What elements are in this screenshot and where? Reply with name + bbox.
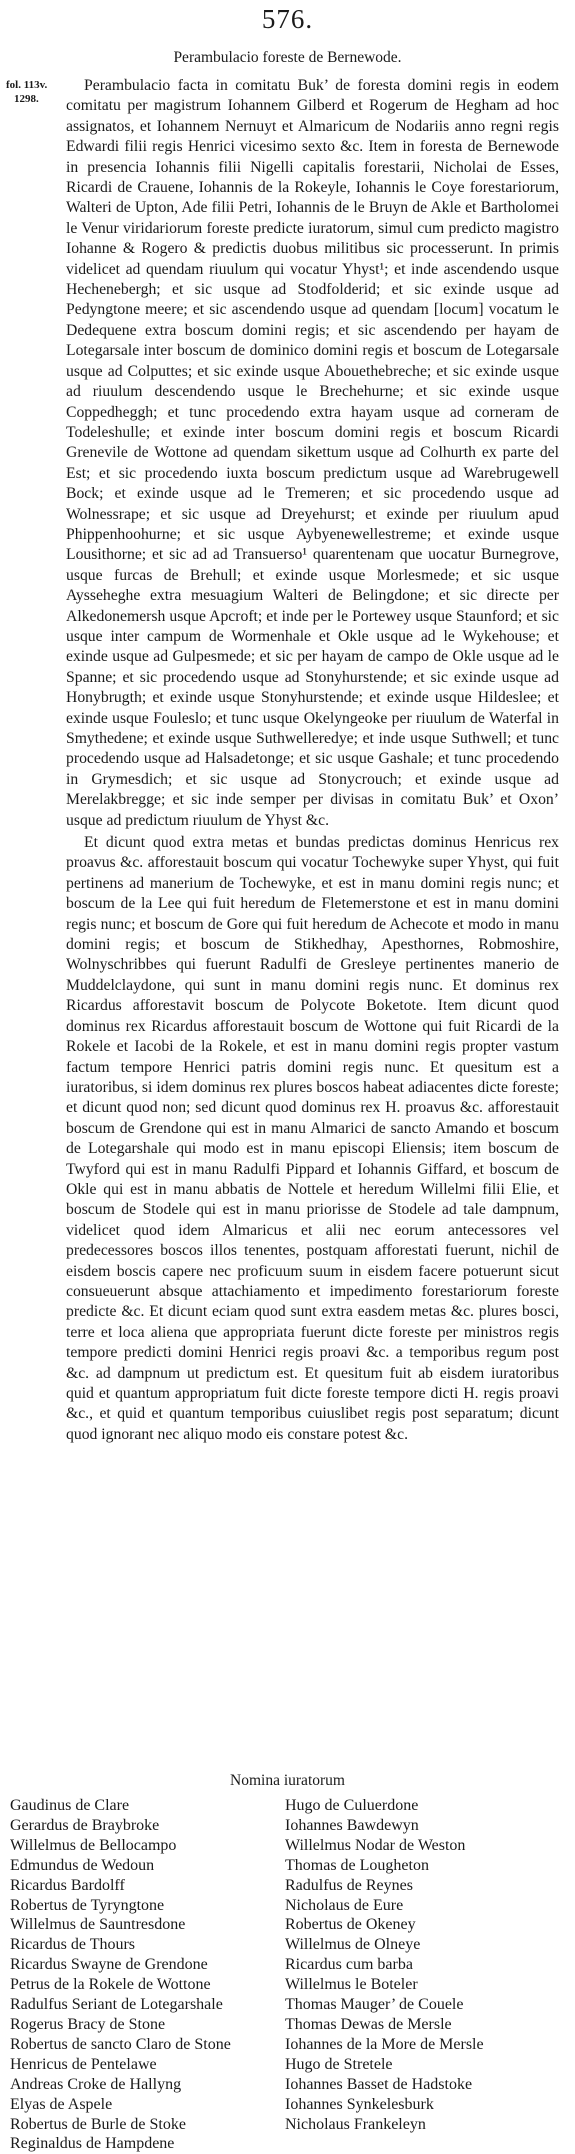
juror-name: Nicholaus de Eure [285, 1896, 404, 1914]
findings-paragraph: Et dicunt quod extra metas et bundas predictas dominus Henricus rex proavus &c. afforestauit boscum qui vocatur Tochewyke super Yhyst, qui fuit pertinens ad manerium de Tochewyke, et est in manu domini regis nunc; et boscum de la Lee qui fuit heredum de Fletemerstone et est in manu domini regis nunc; et boscum de Gore qui fuit heredum de Achecote et modo in manu domini regis; et boscum de Stikhedhay, Apesthornes, Robmoshire, Wolnyschribbes qui fuerunt Radulfi de Gresleye pertinentes manerio de Muddelclaydone, qui sunt in manu domini regis nunc. Et dominus rex Ricardus afforestavit boscum de Polycote Boketote. Item dicunt quod dominus rex Ricardus afforestauit boscum de Wottone qui fuit Ricardi de la Rokele et Iacobi de la Rokele, et est in manu domini regis propter vastum factum tempore Henrici patris domini regis nunc. Et quesitum est a iuratoribus, si idem dominus rex plures boscos habeat adiacentes dicte foreste; et dicunt quod non; sed dicunt quod dominus rex H. proavus &c. afforestauit boscum de Grendone qui est in manu Almarici de sancto Amando et boscum de Lotegarshale qui modo est in manu episcopi Eliensis; item boscum de Twyford qui est in manu Radulfi Pippard et Iohannis Giffard, et boscum de Okle qui est in manu abbatis de Nottele et heredum Willelmi filii Elie, et boscum de Stodele qui est in manu priorisse de Stodele ad tale dampnum, videlicet quod idem Almaricus et alii nec eorum antecessores vel predecessores boscos illos tenentes, postquam afforestati fuerunt, nichil de eisdem boscis capere nec proficuum suum in eisdem facere potuerunt sicut consueuerunt absque attachiamento et impedimento forestariorum foreste predicte &c. Et dicunt eciam quod sunt extra easdem metas &c. plures bosci, terre et loca aliena que appropriata fuerunt dicte foreste per ministros regis tempore predicti domini Henrici regis proavi &c. a temporibus regum post &c. ad dampnum ut predictum est. Et quesitum fuit ab eisdem iuratoribus quid et quantum appropriatum fuit dicte foreste tempore dicti H. regis proavi &c., et quid et quantum temporibus cuiuslibet regis post separatum; dicunt quod ignorant nec aliquo modo eis constare potest &c. [66, 834, 559, 1443]
jurors-heading: Nomina iuratorum [230, 1772, 345, 1789]
jurors-column-right [285, 1796, 560, 2154]
year-note: 1298. [14, 93, 39, 105]
juror-name: Willelmus de Bellocampo [10, 1836, 177, 1854]
juror-name: Robertus de Tyryngtone [10, 1896, 165, 1914]
juror-name: Gerardus de Braybroke [10, 1816, 160, 1834]
juror-name: Edmundus de Wedoun [10, 1856, 155, 1874]
jurors-column-left [10, 1796, 275, 2154]
juror-name: Thomas Mauger’ de Couele [285, 1996, 464, 2014]
juror-name: Willelmus le Boteler [285, 1976, 418, 1994]
juror-name: Hugo de Culuerdone [285, 1797, 419, 1814]
juror-name: Henricus de Pentelawe [10, 2055, 157, 2073]
document-title: Perambulacio foreste de Bernewode. [173, 49, 402, 66]
juror-name: Ricardus Swayne de Grendone [10, 1956, 208, 1974]
juror-name: Robertus de sancto Claro de Stone [10, 2035, 231, 2053]
juror-name: Ricardus Bardolff [10, 1876, 125, 1894]
juror-name: Willelmus de Olneye [285, 1936, 421, 1954]
folio-reference: fol. 113v. [6, 79, 48, 91]
juror-name: Willelmus de Sauntresdone [10, 1916, 186, 1934]
juror-name: Iohannes Basset de Hadstoke [285, 2075, 473, 2093]
juror-name: Willelmus Nodar de Weston [285, 1836, 466, 1854]
juror-name: Elyas de Aspele [10, 2095, 113, 2113]
juror-name: Iohannes Bawdewyn [285, 1816, 419, 1834]
juror-name: Thomas de Lougheton [285, 1856, 429, 1874]
juror-name: Iohannes de la More de Mersle [285, 2035, 484, 2053]
document-body [66, 76, 559, 1445]
juror-name: Petrus de la Rokele de Wottone [10, 1976, 211, 1994]
perambulation-paragraph: Perambulacio facta in comitatu Buk’ de foresta domini regis in eodem comitatu per magistrum Iohannem Gilberd et Rogerum de Hegham ad hoc assignatos, et Iohannem Nernuyt et Almaricum de Nodariis anno regni regis Edwardi filii regis Henrici vicesimo sexto &c. Item in foresta de Bernewode in presencia Iohannis filii Nigelli capitalis forestarii, Nicholai de Esses, Ricardi de Crauene, Iohannis de la Rokeyle, Iohannis le Coye forestariorum, Walteri de Upton, Ade filii Petri, Iohannis de le Bruyn de Akle et Bartholomei le Venur viridariorum foreste predicte iuratorum, simul cum predicto magistro Iohanne & Rogero & predictis duobus militibus sic processerunt. In primis videlicet ad quendam riuulum qui vocatur Yhyst¹; et inde ascendendo usque Hechenebergh; et sic usque ad Stodfolderid; et sic exinde usque ad Pedyngtone meere; et sic ascendendo usque ad quendam [locum] vocatum le Dedequene extra boscum domini regis; et sic ascendendo per hayam de Lotegarsale inter boscum de dominico domini regis et boscum de Lotegarsale usque ad Colputtes; et sic exinde usque Abouethebreche; et sic exinde usque ad riuulum descendendo usque le Brechehurne; et sic exinde usque Coppedheggh; et tunc procedendo extra hayam usque ad corneram de Todeleshulle; et exinde inter boscum domini regis et boscum Ricardi Grenevile de Wottone ad quendam sikettum usque ad Colhurth ex parte del Est; et sic procedendo iuxta boscum predictum usque ad Warebrugewell Bock; et exinde usque ad le Tremeren; et sic procedendo usque ad Wolnessrape; et sic usque ad Dreyehurst; et exinde per riuulum apud Phippenhoohurne; et sic usque Aybyenewellestreme; et exinde usque Lousithorne; et sic ad ad Transuerso¹ quarentenam que uocatur Burnegrove, usque furcas de Brehull; et exinde usque Morlesmede; et sic usque Aysseheghe extra mesuagium Walteri de Belingdone; et sic directe per Alkedonemersh usque Apcroft; et inde per le Portewey usque Staunford; et sic usque inter campum de Wormenhale et Okle usque ad le Wykehouse; et exinde usque ad Gulpesmede; et sic per hayam de campo de Okle usque ad le Spanne; et sic procedendo usque ad Stonyhurstende; et sic exinde usque ad Honybrugth; et exinde usque Stonyhurstende; et exinde usque Hildeslee; et exinde usque Fouleslo; et tunc usque Okelyngeoke per riuulum de Waterfal in Smythedene; et exinde usque Suthwelleredye; et inde usque Suthwell; et tunc procedendo usque ad Halsadetonge; et sic usque Gashale; et tunc procedendo in Grymesdich; et sic usque ad Stonycrouch; et exinde usque ad Merelakbregge; et sic inde semper per divisas in comitatu Buk’ et Oxon’ usque ad predictum riuulum de Yhyst &c. [66, 77, 559, 829]
juror-name: Robertus de Burle de Stoke [10, 2115, 186, 2133]
page-number: 576. [261, 4, 314, 34]
juror-name: Radulfus Seriant de Lotegarshale [10, 1996, 223, 2014]
juror-name: Iohannes Synkelesburk [285, 2095, 434, 2113]
juror-name: Robertus de Okeney [285, 1916, 416, 1934]
juror-name: Ricardus de Thours [10, 1936, 136, 1954]
juror-name: Andreas Croke de Hallyng [10, 2075, 182, 2093]
juror-name: Gaudinus de Clare [10, 1797, 130, 1814]
juror-name: Radulfus de Reynes [285, 1876, 413, 1894]
juror-name: Nicholaus Frankeleyn [285, 2115, 426, 2133]
juror-name: Reginaldus de Hampdene [10, 2135, 175, 2153]
juror-name: Thomas Dewas de Mersle [285, 2015, 452, 2033]
jurors-list [10, 1796, 560, 2154]
margin-notes [6, 78, 62, 106]
juror-name: Rogerus Bracy de Stone [10, 2015, 166, 2033]
juror-name: Ricardus cum barba [285, 1956, 413, 1974]
juror-name: Hugo de Stretele [285, 2055, 393, 2073]
